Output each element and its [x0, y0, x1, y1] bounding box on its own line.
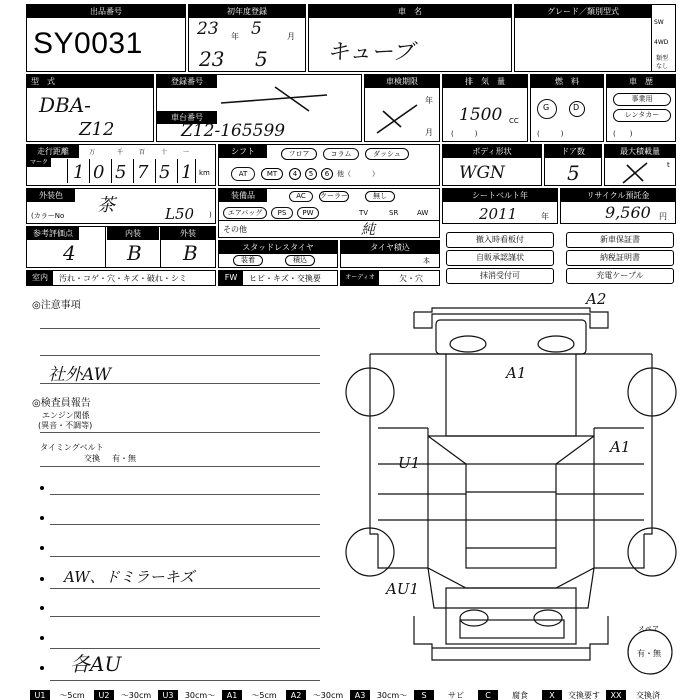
model-header: 型 式	[27, 75, 153, 88]
notes-hw: 社外AW	[48, 365, 112, 385]
grades-header: 参考評価点	[27, 227, 79, 240]
doors-header: ドア数	[545, 145, 601, 158]
shift-cell	[218, 144, 440, 186]
displacement-value: 1500	[459, 105, 503, 125]
equipment-hw-note: 純	[361, 222, 375, 238]
legend-code-4: A2	[286, 690, 306, 700]
seatbelt-header: シートベルト年	[443, 189, 557, 202]
shift-column: コラム	[323, 148, 359, 160]
legend-code-6: S	[414, 690, 434, 700]
fw-row	[218, 270, 338, 286]
badge-2: 新車保証書	[566, 232, 674, 248]
history-paren: ( )	[613, 130, 633, 138]
max-load-unit: t	[667, 161, 670, 169]
damage-legend	[30, 690, 680, 700]
inspection-year-label: 年	[425, 96, 433, 105]
registration-strike	[217, 83, 337, 113]
grade-tag-4wd: 4WD	[654, 39, 669, 46]
mileage-digit-2: 0	[93, 162, 105, 183]
equip-airbag: エアバッグ	[223, 207, 267, 219]
grade-tag-type: 類型	[656, 55, 669, 62]
chassis-header: 車台番号	[157, 111, 217, 124]
max-load-header: 最大積載量	[605, 145, 675, 158]
color-header: 外装色	[27, 189, 75, 202]
grades-score: 4	[63, 241, 76, 265]
diagram-a1-roof: A1	[506, 364, 527, 382]
body-cell	[442, 144, 542, 186]
studless-cell	[218, 240, 338, 268]
interior-grade-header: 内装	[107, 227, 159, 240]
inspector-swap-opts: 有・無	[112, 454, 136, 463]
first-reg-month: 5	[255, 47, 268, 71]
legend-desc-3: ～5cm	[251, 691, 277, 700]
car-name-header: 車 名	[309, 5, 511, 18]
badge-3: 自販承認謹状	[446, 250, 554, 266]
fw-header: FW	[219, 271, 243, 285]
badge-1: 撤入時看板付	[446, 232, 554, 248]
equipment-header: 装備品	[219, 189, 267, 202]
color-cell	[26, 188, 216, 224]
model-value-2: Z12	[79, 119, 115, 140]
equip-sr: SR	[389, 209, 399, 217]
legend-desc-5: 30cm～	[376, 691, 408, 700]
legend-desc-7: 腐食	[512, 691, 528, 700]
fuel-g: G	[543, 103, 550, 112]
shift-header: シフト	[219, 145, 267, 158]
bullet-5	[40, 606, 44, 610]
inspector-header: ◎検査員報告	[32, 398, 91, 409]
grade-header: グレード／類別型式	[515, 5, 651, 18]
inspector-swap: 交換	[84, 454, 100, 463]
car-name-cell	[308, 4, 512, 72]
diagram-au1: AU1	[386, 580, 420, 598]
tire-load-cell	[340, 240, 440, 268]
badge-5: 抹消受付可	[446, 268, 554, 284]
fuel-cell	[530, 74, 604, 142]
legend-desc-8: 交換要す	[568, 691, 600, 700]
recycle-unit: 円	[659, 212, 667, 221]
shift-mt: MT	[261, 168, 283, 180]
bullet-7	[40, 666, 44, 670]
first-reg-month-top: 5	[251, 19, 262, 39]
registration-header: 登録番号	[157, 75, 217, 88]
car-diagram	[336, 288, 686, 692]
legend-code-5: A3	[350, 690, 370, 700]
body-header: ボディ形状	[443, 145, 541, 158]
studless-header: スタッドレスタイヤ	[219, 241, 337, 254]
legend-code-3: A1	[222, 690, 242, 700]
chassis-value: Z12-165599	[181, 121, 286, 141]
shift-5: 5	[305, 168, 317, 180]
color-code: L50	[165, 205, 195, 223]
interior-notes-row	[26, 270, 216, 286]
displacement-paren: ( )	[451, 130, 478, 138]
spare-value: 有・無	[637, 649, 661, 658]
inspector-hw-2: 各AU	[70, 652, 122, 676]
equip-ps: PS	[271, 207, 293, 219]
grade-tag-sw: SW	[654, 19, 664, 26]
tire-load-unit: 本	[423, 257, 430, 265]
max-load-cell	[604, 144, 676, 186]
first-registration-cell	[188, 4, 306, 72]
history-rental: レンタカー	[613, 109, 671, 122]
mileage-unit-hyaku: 百	[139, 149, 146, 156]
diagram-a2: A2	[586, 290, 607, 308]
lot-number-value: SY0031	[33, 27, 143, 60]
first-reg-year: 23	[199, 47, 225, 71]
bullet-2	[40, 516, 44, 520]
car-name-value: キューブ	[327, 40, 414, 65]
recycle-value: 9,560	[605, 203, 651, 222]
body-value: WGN	[459, 163, 505, 183]
shift-4: 4	[289, 168, 301, 180]
model-value-1: DBA-	[39, 93, 91, 117]
seatbelt-unit: 年	[541, 212, 549, 221]
legend-desc-2: 30cm～	[184, 691, 216, 700]
seatbelt-cell	[442, 188, 558, 224]
grades-interior: B	[127, 241, 142, 265]
history-commercial: 事業用	[613, 93, 671, 106]
inspector-timing: タイミングベルト	[40, 443, 104, 452]
equip-aw: AW	[417, 209, 429, 217]
legend-code-2: U3	[158, 690, 178, 700]
studless-installed: 装着	[233, 255, 263, 266]
displacement-header: 排 気 量	[443, 75, 527, 88]
fuel-paren: ( )	[537, 130, 564, 138]
mileage-unit-ichi: 一	[183, 149, 190, 156]
shift-6: 6	[321, 168, 333, 180]
color-close: )	[209, 211, 212, 219]
studless-loaded: 積込	[285, 255, 315, 266]
history-header: 車 歴	[607, 75, 675, 88]
inspection-cross	[373, 101, 423, 137]
equip-cooler: クーラー	[320, 192, 348, 200]
fuel-header: 燃 料	[531, 75, 603, 88]
legend-code-9: XX	[606, 690, 626, 700]
first-reg-year-label: 年	[231, 32, 239, 41]
registration-cell	[156, 74, 362, 142]
legend-desc-6: サビ	[448, 691, 464, 700]
badge-4: 納税証明書	[566, 250, 674, 266]
inspector-engine-sub: (異音・不調等)	[38, 421, 93, 430]
inspection-month-label: 月	[425, 128, 433, 137]
first-reg-year-top: 23	[197, 19, 219, 39]
interior-notes-header: 室内	[27, 271, 53, 285]
bullet-6	[40, 636, 44, 640]
equipment-other-label: その他	[223, 225, 247, 234]
fuel-d: D	[573, 103, 580, 112]
mileage-digit-1: 1	[73, 162, 85, 183]
equip-ac: AC	[289, 191, 313, 202]
displacement-unit: CC	[509, 117, 519, 125]
lot-number-cell	[26, 4, 186, 72]
mileage-digit-4: 7	[137, 162, 149, 183]
max-load-cross	[619, 161, 651, 185]
legend-desc-0: ～5cm	[59, 691, 85, 700]
doors-value: 5	[567, 161, 580, 185]
legend-code-0: U1	[30, 690, 50, 700]
bullet-1	[40, 486, 44, 490]
recycle-header: リサイクル預託金	[561, 189, 675, 202]
equip-pw: PW	[297, 207, 319, 219]
legend-desc-4: ～30cm	[312, 691, 344, 700]
legend-code-8: X	[542, 690, 562, 700]
displacement-cell	[442, 74, 528, 142]
history-cell	[606, 74, 676, 142]
equipment-other-row	[218, 220, 440, 238]
first-registration-header: 初年度登録	[189, 5, 305, 18]
mileage-unit-man: 万	[89, 149, 96, 156]
inspection-header: 車検期限	[365, 75, 439, 88]
inspection-cell	[364, 74, 440, 142]
inspector-engine: エンジン関係	[42, 411, 90, 420]
diagram-u1: U1	[398, 454, 421, 472]
equip-tv: TV	[359, 209, 369, 217]
mileage-mark: マーク	[27, 158, 51, 167]
grades-cell	[26, 226, 216, 268]
interior-notes-text: 汚れ・コゲ・穴・キズ・破れ・シミ	[59, 274, 187, 283]
shift-dash: ダッシュ	[365, 148, 409, 160]
grades-exterior: B	[183, 241, 198, 265]
audio-header: オーディオ	[341, 271, 379, 285]
grade-tag-none: なし	[656, 63, 669, 70]
seatbelt-value: 2011	[479, 205, 518, 223]
bullet-3	[40, 546, 44, 550]
mileage-digit-3: 5	[115, 162, 127, 183]
mileage-cell	[26, 144, 216, 186]
shift-floor: フロア	[281, 148, 317, 160]
spare-label: スペア	[638, 625, 659, 633]
badge-6: 充電ケーブル	[566, 268, 674, 284]
equip-none: 無し	[365, 191, 395, 202]
mileage-unit-sen: 千	[117, 149, 124, 156]
grade-cell	[514, 4, 676, 72]
color-value: 茶	[97, 195, 115, 216]
recycle-cell	[560, 188, 676, 224]
shift-at: AT	[231, 167, 255, 181]
mileage-digit-5: 5	[159, 162, 171, 183]
mileage-km: km	[199, 169, 210, 177]
doors-cell	[544, 144, 602, 186]
inspector-hw-1: AW、ドミラーキズ	[64, 568, 195, 586]
notes-header: ◎注意事項	[32, 300, 81, 311]
audio-row	[340, 270, 440, 286]
legend-desc-9: 交換済	[636, 691, 660, 700]
legend-code-7: C	[478, 690, 498, 700]
bullet-4	[40, 577, 44, 581]
exterior-grade-header: 外装	[161, 227, 215, 240]
model-cell	[26, 74, 154, 142]
grade-tags	[651, 5, 675, 71]
legend-code-1: U2	[94, 690, 114, 700]
tire-load-header: タイヤ積込	[341, 241, 439, 254]
mileage-header: 走行距離	[27, 145, 79, 158]
legend-desc-1: ～30cm	[120, 691, 152, 700]
first-reg-month-label: 月	[287, 32, 295, 41]
mileage-digit-6: 1	[181, 162, 193, 183]
shift-other: 他（ ）	[337, 170, 379, 178]
lot-number-header: 出品番号	[27, 5, 185, 18]
diagram-a1-right: A1	[610, 438, 631, 456]
color-sub: (カラーNo	[31, 212, 65, 220]
audio-text: 欠・穴	[399, 274, 423, 283]
equipment-cell	[218, 188, 440, 224]
mileage-unit-juu: 十	[161, 149, 168, 156]
fw-text: ヒビ・キズ・交換要	[249, 274, 321, 283]
